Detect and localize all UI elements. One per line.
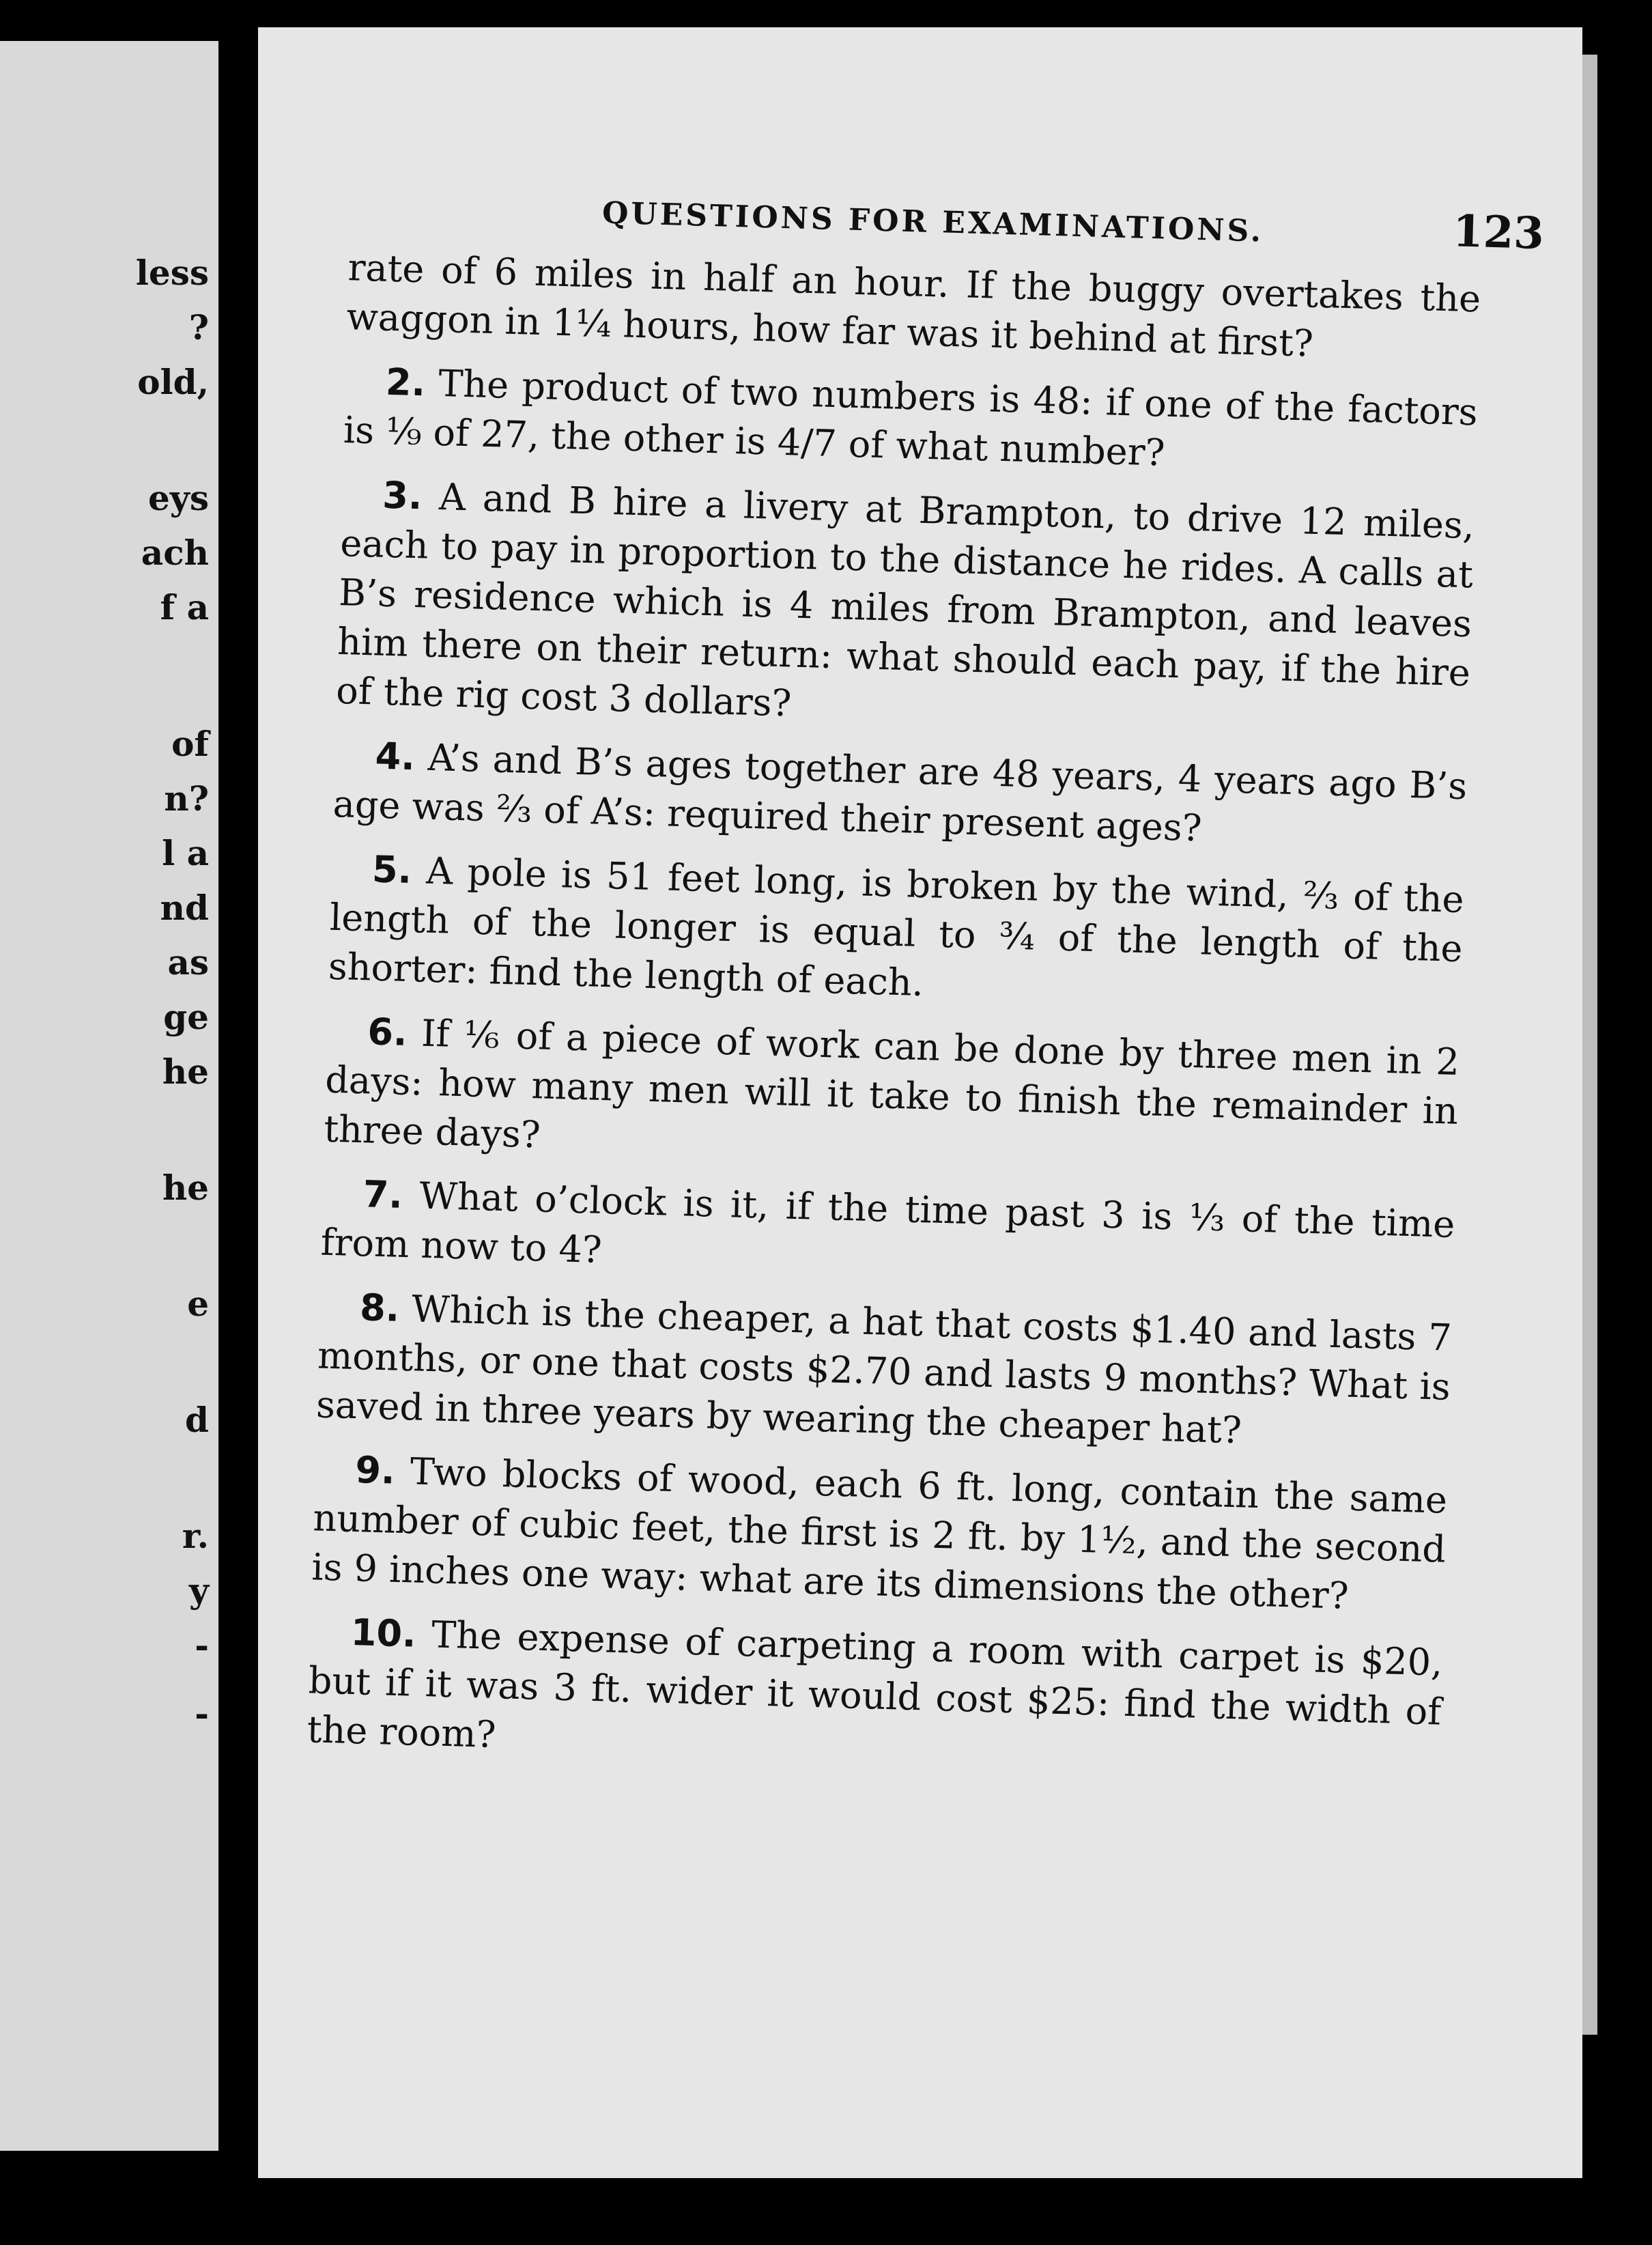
question-6 [323, 1006, 1459, 1185]
book-gutter [218, 0, 258, 2245]
margin-fragment: less [135, 253, 209, 293]
margin-fragment: he [162, 1051, 209, 1092]
question-9 [311, 1444, 1448, 1623]
question-text: Which is the cheaper, a hat that costs $1.40 and lasts 7 months, or one that costs $2.70 and lasts 9 months? What is saved in three years by wearing the cheaper hat? [315, 1287, 1453, 1452]
margin-fragment: d [185, 1400, 209, 1440]
question-number: 8. [359, 1286, 401, 1330]
question-4 [332, 731, 1468, 860]
question-text: Two blocks of wood, each 6 ft. long, contain the same number of cubic feet, the first is 2 ft. by 1½, and the second is 9 inches one way: what are its dimensions the other? [311, 1450, 1448, 1618]
question-number: 10. [350, 1611, 417, 1656]
question-text: A and B hire a livery at Brampton, to drive 12 miles, each to pay in proportion to the distance he rides. A calls at B’s residence which is 4 miles from Brampton, and leaves him there on their return: what should each pay, if the hire of the rig cost 3 dollars? [335, 475, 1475, 725]
question-text: What o’clock is it, if the time past 3 is ⅓ of the time from now to 4? [319, 1174, 1456, 1272]
question-8 [315, 1282, 1452, 1461]
question-3 [335, 470, 1475, 747]
question-number: 5. [371, 847, 413, 892]
question-number: 4. [374, 734, 416, 779]
margin-fragment: r. [182, 1516, 209, 1556]
page-edge-shadow [1582, 55, 1597, 2035]
margin-fragment: of [171, 724, 209, 764]
question-number: 2. [385, 360, 427, 405]
margin-fragment: e [187, 1284, 209, 1324]
page-body [306, 243, 1481, 1801]
question-number: 7. [362, 1172, 403, 1217]
margin-fragment: old, [137, 362, 209, 402]
margin-fragment: as [167, 942, 209, 983]
margin-fragment: l a [162, 833, 209, 873]
margin-fragment: y [188, 1570, 209, 1611]
book-page [258, 27, 1582, 2178]
margin-fragment: ge [163, 997, 209, 1037]
margin-fragment: ? [188, 307, 209, 348]
question-5 [328, 844, 1464, 1023]
question-7 [320, 1169, 1455, 1299]
question-text: The expense of carpeting a room with carpet is $20, but if it was 3 ft. wider it would cost $25: find the width of the room? [307, 1613, 1444, 1757]
margin-fragment: f a [160, 587, 209, 627]
page-content [258, 27, 1582, 2178]
margin-fragment: - [195, 1625, 209, 1665]
question-number: 9. [354, 1448, 396, 1493]
margin-fragment: - [195, 1693, 209, 1734]
margin-fragment: eys [147, 478, 209, 518]
margin-fragment: ach [141, 533, 209, 573]
question-text: If ⅙ of a piece of work can be done by three men in 2 days: how many men will it take to finish the remainder in three days? [323, 1011, 1460, 1157]
margin-fragment: nd [160, 888, 209, 928]
question-10 [307, 1607, 1443, 1785]
margin-fragment: n? [164, 778, 209, 819]
running-title: QUESTIONS FOR EXAMINATIONS. [601, 195, 1264, 249]
left-page-edge [0, 41, 218, 2151]
question-number: 6. [367, 1010, 408, 1054]
question-text: A pole is 51 feet long, is broken by the wind, ⅔ of the length of the longer is equal to ¾ of the length of the shorter: find the length of each. [328, 849, 1465, 1005]
question-2 [343, 356, 1478, 486]
question-text: The product of two numbers is 48: if one of the factors is ⅑ of 27, the other is 4/7 of what number? [343, 361, 1479, 475]
continuation-paragraph: rate of 6 miles in half an hour. If the buggy overtakes the waggon in 1¼ hours, how far was it behind at first? [345, 246, 1481, 365]
margin-fragment: he [162, 1168, 209, 1208]
page-number: 123 [1452, 206, 1545, 260]
question-number: 3. [382, 473, 423, 518]
question-text: A’s and B’s ages together are 48 years, 4 years ago B’s age was ⅔ of A’s: required their present ages? [332, 735, 1468, 850]
